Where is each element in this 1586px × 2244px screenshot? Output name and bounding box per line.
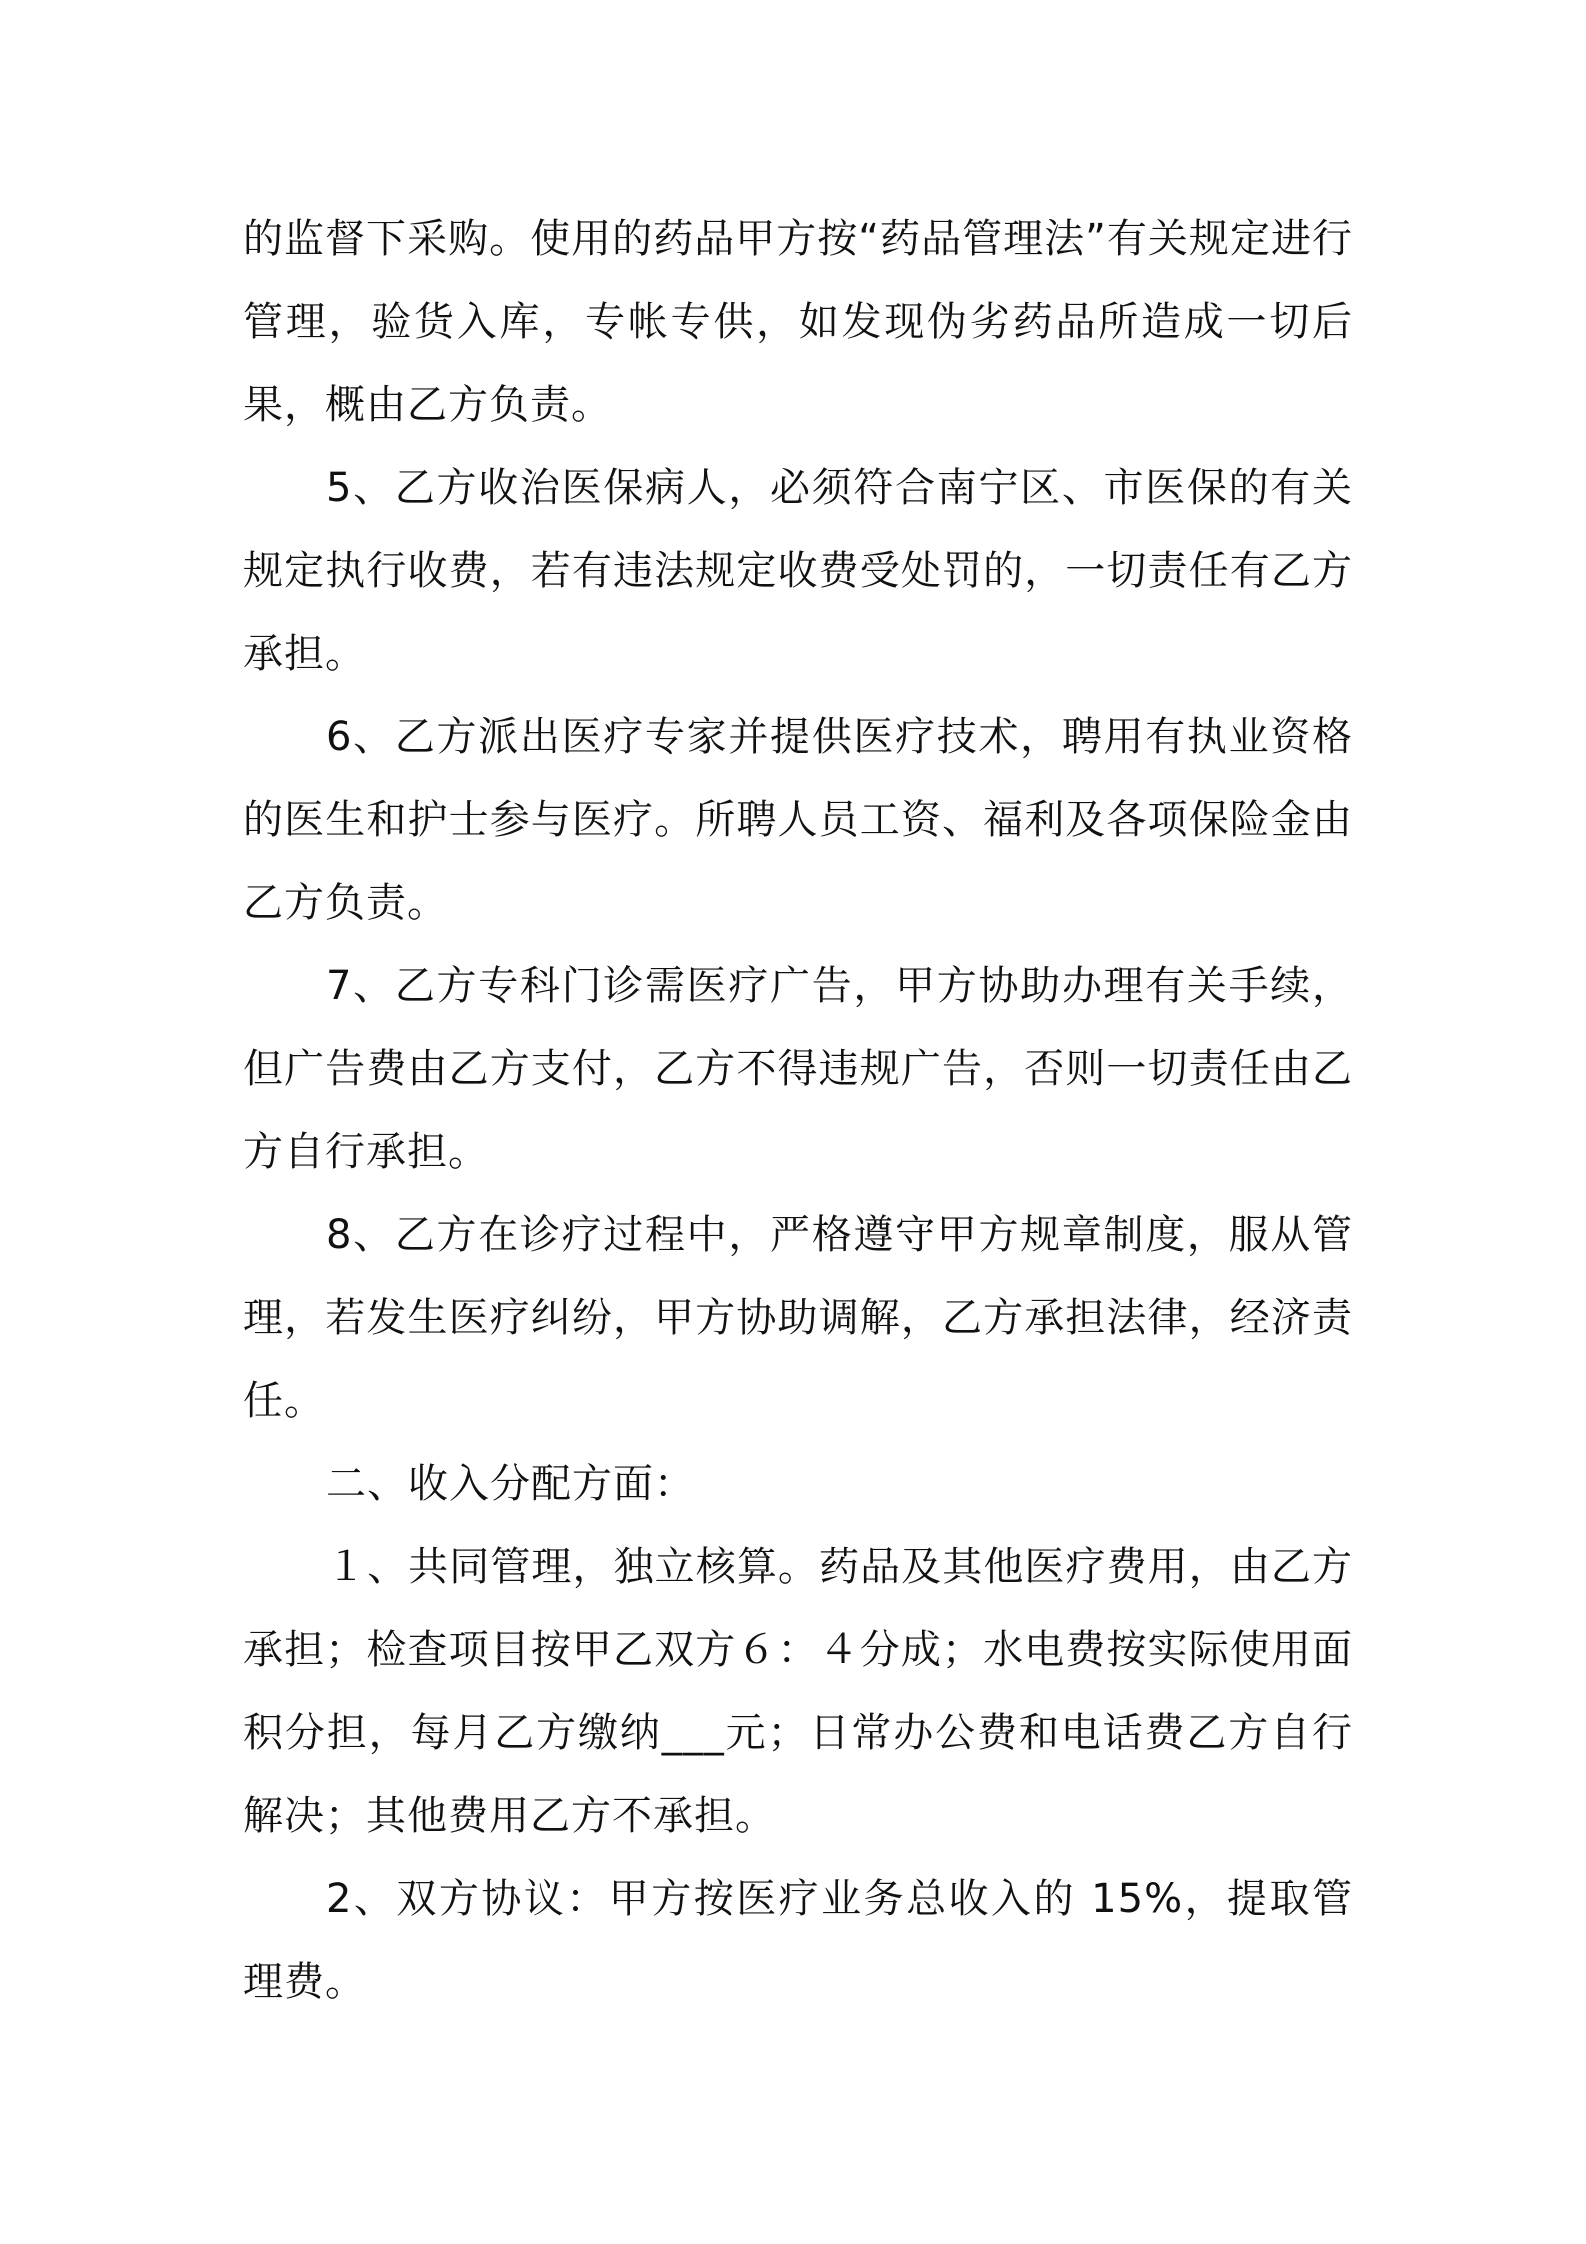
paragraph-income-clause-1: １、共同管理，独立核算。药品及其他医疗费用，由乙方承担；检查项目按甲乙双方６：４分成；水电费按实际使用面积分担，每月乙方缴纳___元；日常办公费和电话费乙方自行解决；其他费用乙方不承担。 — [243, 1544, 1353, 1839]
section-heading-income-distribution: 二、收入分配方面： — [326, 1461, 695, 1507]
paragraph-clause-5: 5、乙方收治医保病人，必须符合南宁区、市医保的有关规定执行收费，若有违法规定收费受处罚的，一切责任有乙方承担。 — [243, 465, 1353, 677]
paragraph-clause-7: 7、乙方专科门诊需医疗广告，甲方协助办理有关手续，但广告费由乙方支付，乙方不得违规广告，否则一切责任由乙方自行承担。 — [243, 963, 1353, 1175]
paragraph-clause-8: 8、乙方在诊疗过程中，严格遵守甲方规章制度，服从管理，若发生医疗纠纷，甲方协助调解，乙方承担法律，经济责任。 — [243, 1212, 1353, 1424]
paragraph-clause-6: 6、乙方派出医疗专家并提供医疗技术，聘用有执业资格的医生和护士参与医疗。所聘人员工资、福利及各项保险金由乙方负责。 — [243, 714, 1353, 926]
document-body — [243, 198, 1353, 2024]
paragraph-continuation: 的监督下采购。使用的药品甲方按“药品管理法”有关规定进行管理，验货入库，专帐专供，如发现伪劣药品所造成一切后果，概由乙方负责。 — [243, 216, 1353, 428]
paragraph-income-clause-2: 2、双方协议：甲方按医疗业务总收入的 15%，提取管理费。 — [243, 1876, 1353, 2005]
